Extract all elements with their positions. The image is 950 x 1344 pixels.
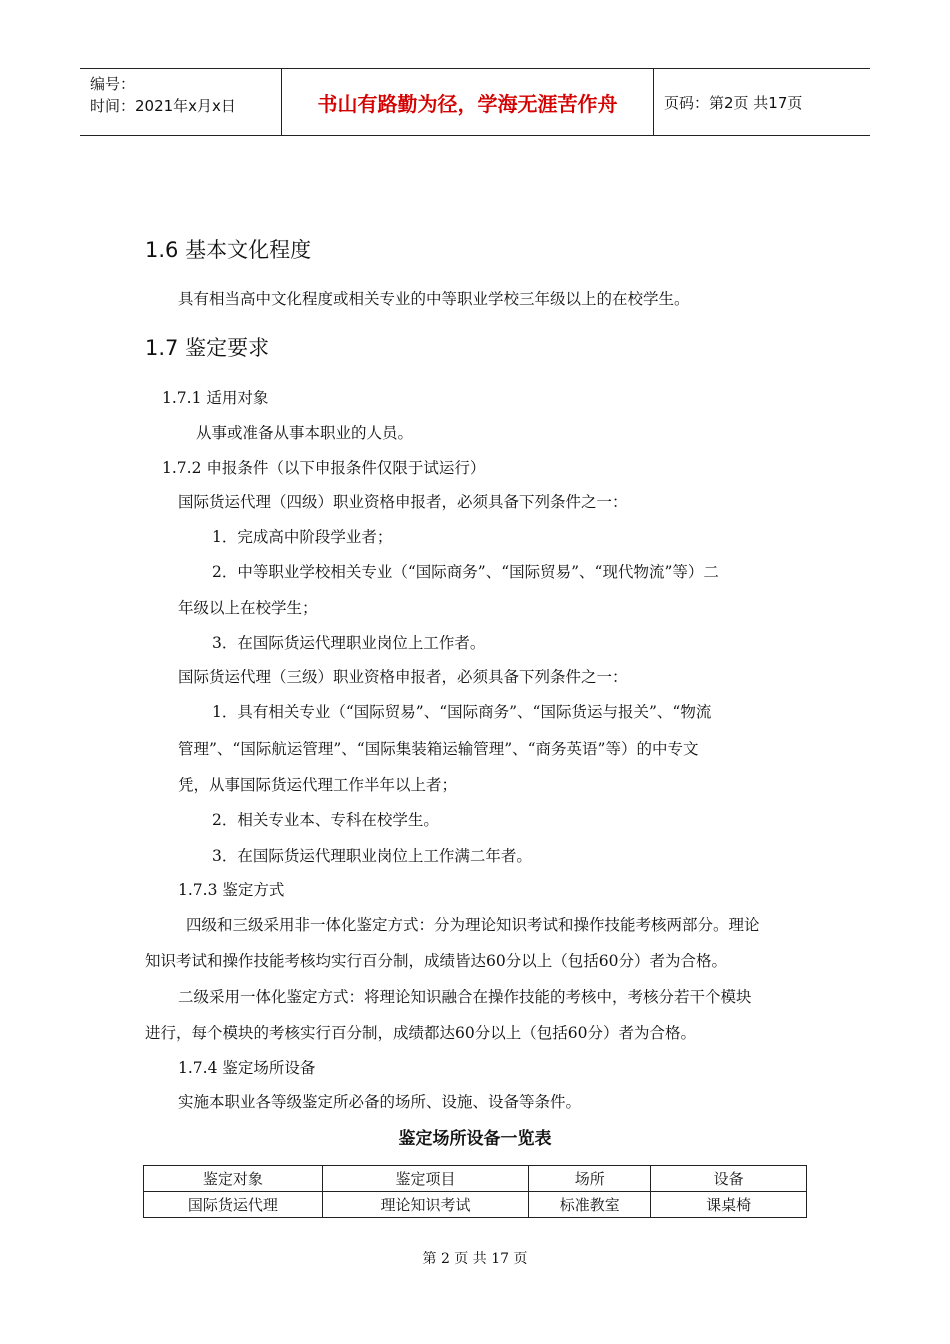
assessment-method-p1b: 知识考试和操作技能考核均实行百分制，成绩皆达60分以上（包括60分）者为合格。 [145, 952, 727, 970]
assessment-method-p1a: 四级和三级采用非一体化鉴定方式：分为理论知识考试和操作技能考核两部分。理论 [186, 916, 760, 934]
section-1-7-1-body: 从事或准备从事本职业的人员。 [196, 424, 414, 442]
table-cell: 课桌椅 [651, 1192, 807, 1218]
level3-item-1a: 1．具有相关专业（“国际贸易”、“国际商务”、“国际货运与报关”、“物流 [212, 703, 712, 721]
table-header-cell: 场所 [529, 1166, 651, 1192]
level4-item-3: 3．在国际货运代理职业岗位上工作者。 [212, 634, 486, 652]
table-header-cell: 设备 [651, 1166, 807, 1192]
level4-intro: 国际货运代理（四级）职业资格申报者，必须具备下列条件之一： [178, 493, 628, 511]
table-header-cell: 鉴定项目 [322, 1166, 529, 1192]
level3-item-1b: 管理”、“国际航运管理”、“国际集装箱运输管理”、“商务英语”等）的中专文 [178, 740, 699, 758]
table-cell: 标准教室 [529, 1192, 651, 1218]
page-header [80, 68, 870, 136]
page-footer: 第 2 页 共 17 页 [422, 1251, 528, 1267]
level3-item-1c: 凭，从事国际货运代理工作半年以上者； [178, 776, 458, 794]
level3-item-3: 3．在国际货运代理职业岗位上工作满二年者。 [212, 847, 532, 865]
assessment-method-p2a: 二级采用一体化鉴定方式：将理论知识融合在操作技能的考核中，考核分若干个模块 [178, 988, 752, 1006]
section-1-7-title: 1.7 鉴定要求 [145, 336, 270, 360]
level3-intro: 国际货运代理（三级）职业资格申报者，必须具备下列条件之一： [178, 668, 628, 686]
level3-item-2: 2．相关专业本、专科在校学生。 [212, 811, 439, 829]
section-1-7-1-title: 1.7.1 适用对象 [162, 389, 269, 407]
section-1-6-body: 具有相当高中文化程度或相关专业的中等职业学校三年级以上的在校学生。 [178, 290, 690, 308]
header-page-info: 页码：第2页 共17页 [664, 93, 803, 112]
section-1-6-title: 1.6 基本文化程度 [145, 238, 312, 262]
level4-item-1: 1．完成高中阶段学业者； [212, 528, 393, 546]
level4-item-2b: 年级以上在校学生； [178, 599, 318, 617]
table-cell: 国际货运代理 [144, 1192, 323, 1218]
table-cell: 理论知识考试 [322, 1192, 529, 1218]
header-time: 时间：2021年x月x日 [90, 97, 236, 115]
header-motto: 书山有路勤为径，学海无涯苦作舟 [282, 69, 654, 135]
table-row [144, 1192, 807, 1218]
header-number: 编号： [90, 75, 136, 93]
table-header-cell: 鉴定对象 [144, 1166, 323, 1192]
section-1-7-3-title: 1.7.3 鉴定方式 [178, 881, 285, 899]
table-header-row [144, 1166, 807, 1192]
assessment-method-p2b: 进行，每个模块的考核实行百分制，成绩都达60分以上（包括60分）者为合格。 [145, 1024, 696, 1042]
section-1-7-4-body: 实施本职业各等级鉴定所必备的场所、设施、设备等条件。 [178, 1093, 582, 1111]
header-meta [80, 69, 282, 135]
section-1-7-2-title: 1.7.2 申报条件（以下申报条件仅限于试运行） [162, 459, 486, 477]
level4-item-2a: 2．中等职业学校相关专业（“国际商务”、“国际贸易”、“现代物流”等）二 [212, 563, 719, 581]
section-1-7-4-title: 1.7.4 鉴定场所设备 [178, 1059, 316, 1077]
equipment-table [143, 1165, 807, 1218]
table-title: 鉴定场所设备一览表 [398, 1129, 552, 1149]
